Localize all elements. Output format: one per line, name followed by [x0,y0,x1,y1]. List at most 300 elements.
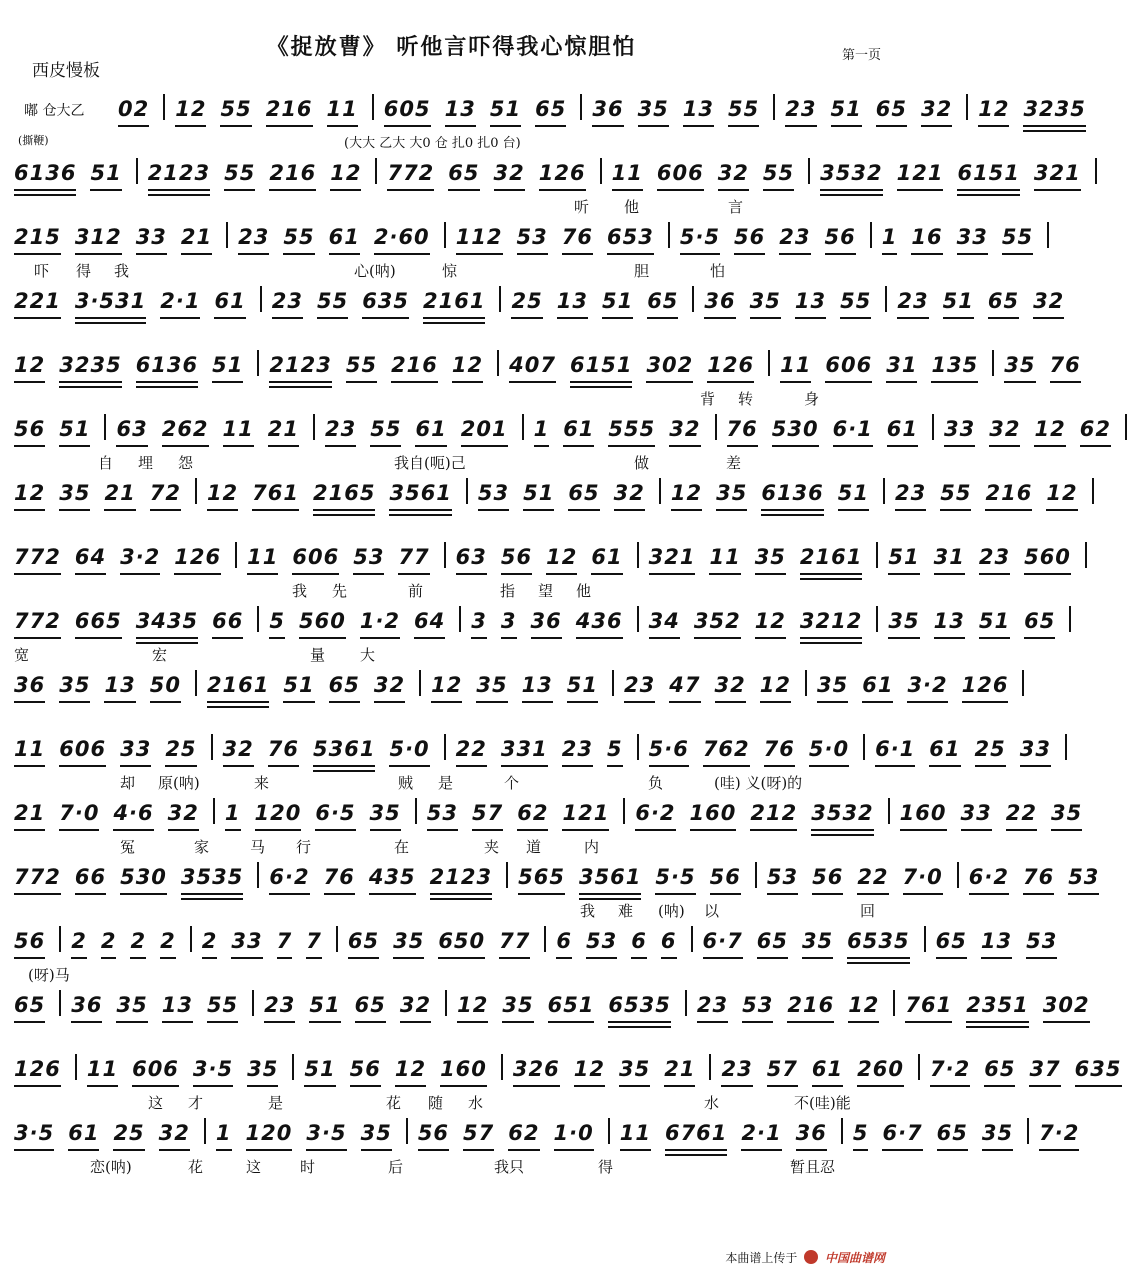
note-group: 51 [212,353,243,383]
note-group: 7·2 [930,1057,970,1087]
note-group: 12 [14,481,45,511]
note-group: 3 [471,609,487,639]
bar-line [226,222,228,248]
note-group: 160 [440,1057,487,1087]
lyric-syllable: 内 [584,838,600,856]
bar-line [691,926,693,952]
note-group: 3·5 [193,1057,233,1087]
lyric-syllable: 自 [98,454,114,472]
note-group: 77 [499,929,530,959]
lyric-syllable: 不(哇)能 [794,1094,851,1112]
note-group: 665 [75,609,122,639]
note-group: 11 [87,1057,118,1087]
note-group: 3235 [59,353,121,383]
score-row [14,666,1009,730]
note-group: 33 [231,929,262,959]
note-group: 606 [132,1057,179,1087]
note-group: 32 [921,97,952,127]
note-group: 36 [71,993,102,1023]
bar-line [612,670,614,696]
lyric-syllable: 宽 [14,646,30,664]
bar-line [957,862,959,888]
bar-line [1125,414,1127,440]
note-group: 35 [888,609,919,639]
note-group: 55 [940,481,971,511]
score-row [14,538,1071,602]
note-group: 3·2 [907,673,947,703]
note-group: 2·1 [741,1121,781,1151]
lyrics-line [14,836,889,856]
lyric-syllable: 埋 [138,454,154,472]
note-group: 35 [750,289,781,319]
note-group: 135 [931,353,978,383]
note-group: 7·2 [1039,1121,1079,1151]
note-group: 13 [795,289,826,319]
note-group: 121 [897,161,944,191]
note-group: 606 [292,545,339,575]
note-group: 56 [350,1057,381,1087]
note-group: 35 [716,481,747,511]
lyrics-line [14,580,889,600]
note-group: 3·5 [14,1121,54,1151]
note-group: 65 [329,673,360,703]
notation-line [14,606,1056,640]
note-group: 216 [787,993,834,1023]
score-row [14,410,1111,474]
prelude-note: (撕鞭) [18,134,49,147]
note-group: 3·2 [120,545,160,575]
lyric-syllable: 心(呐) [354,262,396,280]
bar-line [1085,542,1087,568]
note-group: 35 [59,673,90,703]
note-group: 6·2 [969,865,1009,895]
note-group: 55 [370,417,401,447]
note-group: 560 [1024,545,1071,575]
note-group: 76 [562,225,593,255]
note-group: 23 [264,993,295,1023]
page-title: 《捉放曹》 听他言吓得我心惊胆怕 [266,34,637,60]
bar-line [444,542,446,568]
note-group: 22 [1006,801,1037,831]
note-group: 25 [511,289,542,319]
bar-line [415,798,417,824]
note-group: 1 [216,1121,232,1151]
note-group: 11 [780,353,811,383]
note-group: 13 [557,289,588,319]
bar-line [924,926,926,952]
lyrics-line [14,1156,889,1176]
bar-line [893,990,895,1016]
note-group: 33 [1020,737,1051,767]
note-group: 321 [1034,161,1081,191]
note-group: 22 [456,737,487,767]
note-group: 51 [59,417,90,447]
note-group: 16 [911,225,942,255]
bar-line [876,542,878,568]
note-group: 65 [448,161,479,191]
note-group: 6·2 [269,865,309,895]
lyrics-line [14,964,889,984]
note-group: 23 [562,737,593,767]
notation-line [14,734,1051,768]
bar-line [637,542,639,568]
note-group: 6 [556,929,572,959]
note-group: 407 [509,353,556,383]
lyric-syllable: 随 [428,1094,444,1112]
lyric-syllable: 马 [250,838,266,856]
note-group: 32 [159,1121,190,1151]
notation-line [14,1118,1080,1152]
note-group: 3·5 [306,1121,346,1151]
score-row [14,922,1058,986]
lyrics-line [14,260,889,280]
bar-line [992,350,994,376]
note-group: 2·1 [160,289,200,319]
note-group: 565 [518,865,565,895]
note-group: 56 [812,865,843,895]
bar-line [252,990,254,1016]
note-group: 2 [130,929,146,959]
lyric-syllable: 行 [296,838,312,856]
bar-line [1047,222,1049,248]
note-group: 6·1 [833,417,873,447]
bar-line [1069,606,1071,632]
bar-line [918,1054,920,1080]
lyric-syllable: 差 [726,454,742,472]
bar-line [768,350,770,376]
note-group: 65 [647,289,678,319]
note-group: 3212 [800,609,862,639]
bar-line [406,1118,408,1144]
note-group: 2351 [966,993,1028,1023]
note-group: 2 [101,929,117,959]
lyric-syllable: 胆 [634,262,650,280]
note-group: 216 [266,97,313,127]
lyric-syllable: 前 [408,582,424,600]
note-group: 6·1 [875,737,915,767]
lyric-syllable: 我 [114,262,130,280]
note-group: 2123 [269,353,331,383]
note-group: 160 [690,801,737,831]
note-group: 1 [225,801,241,831]
bar-line [213,798,215,824]
bar-line [888,798,890,824]
bar-line [459,606,461,632]
note-group: 606 [825,353,872,383]
note-group: 61 [862,673,893,703]
note-group: 2123 [148,161,210,191]
notation-line [118,94,1086,128]
lyric-syllable: 是 [268,1094,284,1112]
note-group: 61 [812,1057,843,1087]
note-group: 32 [494,161,525,191]
note-group: 3435 [136,609,198,639]
note-group: 326 [513,1057,560,1087]
lyric-syllable: 吓 [34,262,50,280]
note-group: 23 [238,225,269,255]
note-group: 57 [472,801,503,831]
note-group: 6136 [136,353,198,383]
note-group: 21 [268,417,299,447]
note-group: 61 [214,289,245,319]
bar-line [885,286,887,312]
note-group: 5 [853,1121,869,1151]
lyrics-line [14,1092,889,1112]
bar-line [841,1118,843,1144]
note-group: 62 [1080,417,1111,447]
score-row [14,1050,1122,1114]
note-group: 23 [721,1057,752,1087]
note-group: 635 [1075,1057,1122,1087]
bar-line [1027,1118,1029,1144]
note-group: 5·6 [649,737,689,767]
lyric-syllable: 冤 [120,838,136,856]
lyric-syllable: 贼 [398,774,414,792]
lyric-syllable: 家 [194,838,210,856]
note-group: 57 [463,1121,494,1151]
note-group: 1 [882,225,898,255]
notation-line [14,798,1083,832]
lyrics-line [14,900,889,920]
notation-line [14,542,1071,576]
note-group: 2161 [423,289,485,319]
note-group: 35 [802,929,833,959]
lyric-syllable: 他 [576,582,592,600]
notation-line [14,222,1034,256]
note-group: 35 [59,481,90,511]
note-group: 36 [531,609,562,639]
note-group: 530 [772,417,819,447]
note-group: 23 [897,289,928,319]
note-group: 5 [269,609,285,639]
note-group: 35 [755,545,786,575]
note-group: 6761 [665,1121,727,1151]
bar-line [637,734,639,760]
footer-prefix: 本曲谱上传于 [725,1251,798,1265]
lyric-syllable: 得 [598,1158,614,1176]
note-group: 5 [607,737,623,767]
note-group: 65 [14,993,45,1023]
note-group: 32 [669,417,700,447]
note-group: 63 [116,417,147,447]
note-group: 23 [325,417,356,447]
note-group: 65 [535,97,566,127]
note-group: 76 [727,417,758,447]
note-group: 25 [165,737,196,767]
note-group: 32 [614,481,645,511]
lyric-syllable: 转 [738,390,754,408]
percussion-line: (大大 乙大 大0 仓 扎0 扎0 台) [344,136,521,151]
note-group: 5·5 [655,865,695,895]
note-group: 6535 [608,993,670,1023]
bar-line [59,926,61,952]
note-group: 32 [400,993,431,1023]
note-group: 56 [418,1121,449,1151]
note-group: 2 [202,929,218,959]
note-group: 36 [14,673,45,703]
note-group: 221 [14,289,61,319]
note-group: 12 [760,673,791,703]
note-group: 02 [118,97,149,127]
note-group: 64 [414,609,445,639]
lyric-syllable: 难 [618,902,634,920]
bar-line [499,286,501,312]
note-group: 11 [223,417,254,447]
note-group: 6·7 [703,929,743,959]
note-group: 2161 [207,673,269,703]
lyric-syllable: 水 [468,1094,484,1112]
note-group: 5361 [313,737,375,767]
note-group: 653 [607,225,654,255]
bar-line [808,158,810,184]
bar-line [600,158,602,184]
bar-line [204,1118,206,1144]
note-group: 216 [391,353,438,383]
note-group: 51 [304,1057,335,1087]
bar-line [190,926,192,952]
note-group: 2·60 [374,225,430,255]
note-group: 435 [369,865,416,895]
bar-line [773,94,775,120]
note-group: 51 [888,545,919,575]
note-group: 260 [857,1057,904,1087]
note-group: 216 [985,481,1032,511]
note-group: 3535 [181,865,243,895]
bar-line [692,286,694,312]
bar-line [372,94,374,120]
note-group: 12 [14,353,45,383]
note-group: 53 [353,545,384,575]
lyric-syllable: 暂且忍 [790,1158,836,1176]
note-group: 31 [886,353,917,383]
note-group: 606 [657,161,704,191]
note-group: 53 [1026,929,1057,959]
lyric-syllable: (哇) 义(呀)的 [714,774,803,792]
note-group: 12 [395,1057,426,1087]
note-group: 55 [283,225,314,255]
lyric-syllable: 怨 [178,454,194,472]
lyric-syllable: 言 [728,198,744,216]
note-group: 56 [501,545,532,575]
score-row [14,794,1083,858]
lyric-syllable: 这 [148,1094,164,1112]
note-group: 772 [387,161,434,191]
note-group: 12 [175,97,206,127]
lyric-syllable: (呐) [658,902,685,920]
note-group: 51 [943,289,974,319]
bar-line [715,414,717,440]
note-group: 6·2 [635,801,675,831]
note-group: 35 [116,993,147,1023]
note-group: 56 [710,865,741,895]
note-group: 55 [224,161,255,191]
note-group: 11 [620,1121,651,1151]
note-group: 12 [546,545,577,575]
note-group: 51 [523,481,554,511]
note-group: 61 [329,225,360,255]
note-group: 51 [831,97,862,127]
note-group: 53 [517,225,548,255]
note-group: 6151 [570,353,632,383]
bar-line [685,990,687,1016]
bar-line [466,478,468,504]
lyrics-line [14,324,889,344]
note-group: 77 [398,545,429,575]
note-group: 32 [989,417,1020,447]
note-group: 55 [317,289,348,319]
note-group: 47 [669,673,700,703]
lyric-syllable: 身 [804,390,820,408]
bar-line [163,94,165,120]
note-group: 651 [548,993,595,1023]
note-group: 6136 [761,481,823,511]
note-group: 65 [988,289,1019,319]
note-group: 56 [14,417,45,447]
note-group: 12 [452,353,483,383]
lyrics-line [14,388,889,408]
note-group: 53 [478,481,509,511]
note-group: 65 [757,929,788,959]
note-group: 13 [683,97,714,127]
lyric-syllable: 道 [526,838,542,856]
note-group: 436 [576,609,623,639]
note-group: 3235 [1023,97,1085,127]
note-group: 121 [562,801,609,831]
note-group: 35 [638,97,669,127]
lyric-syllable: 恋(呐) [90,1158,132,1176]
note-group: 55 [728,97,759,127]
note-group: 12 [431,673,462,703]
notation-line [14,926,1058,960]
note-group: 35 [1051,801,1082,831]
lyrics-line [14,644,889,664]
note-group: 12 [671,481,702,511]
notation-line [14,286,1065,320]
note-group: 36 [796,1121,827,1151]
note-group: 6535 [847,929,909,959]
note-group: 12 [574,1057,605,1087]
bar-line [59,990,61,1016]
note-group: 606 [59,737,106,767]
note-group: 55 [346,353,377,383]
lyric-syllable: 却 [120,774,136,792]
note-group: 35 [502,993,533,1023]
lyric-syllable: 这 [246,1158,262,1176]
note-group: 12 [755,609,786,639]
note-group: 761 [252,481,299,511]
bar-line [195,670,197,696]
note-group: 62 [508,1121,539,1151]
note-group: 13 [934,609,965,639]
bar-line [419,670,421,696]
note-group: 21 [181,225,212,255]
note-group: 31 [934,545,965,575]
lyrics-line [14,196,889,216]
lyric-syllable: 才 [188,1094,204,1112]
note-group: 23 [624,673,655,703]
note-group: 126 [707,353,754,383]
note-group: 33 [961,801,992,831]
note-group: 13 [445,97,476,127]
bar-line [375,158,377,184]
note-group: 53 [742,993,773,1023]
lyric-syllable: 宏 [152,646,168,664]
note-group: 56 [14,929,45,959]
note-group: 5·0 [389,737,429,767]
bar-line [211,734,213,760]
bar-line [1022,670,1024,696]
note-group: 21 [14,801,45,831]
